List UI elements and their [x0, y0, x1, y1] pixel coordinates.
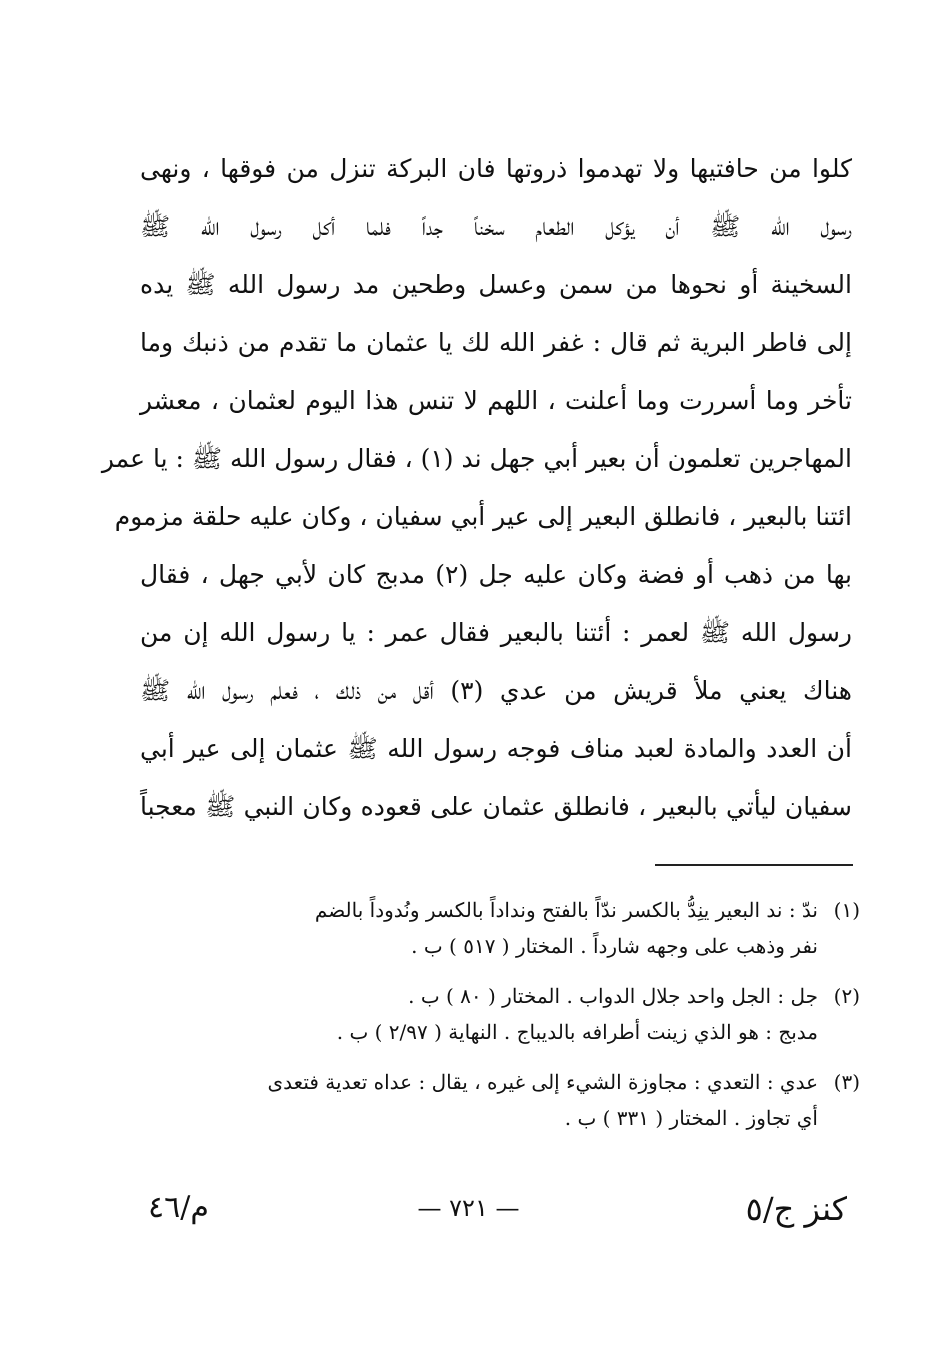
- text-line: إلى فاطر البرية ثم قال : غفر الله لك يا عثمان ما تقدم من ذنبك وما: [140, 328, 852, 357]
- main-text: [101, 140, 852, 836]
- footnote-text: ندّ : ند البعير ينِدُّ بالكسر ندّاً بالفتح ونداداً بالكسر ونُدوداً بالضم: [314, 898, 818, 922]
- footnote-text: نفر وذهب على وجهه شارداً . المختار ( ٥١٧ ) ب .: [411, 934, 818, 958]
- text-line: هناك يعني ملأ قريش من عدي (٣) أقل من ذلك ، فعلم رسول الله ﷺ: [140, 676, 852, 705]
- text-line: السخينة أو نحوها من سمن وعسل وطحين مد رسول الله ﷺ يده: [140, 270, 852, 299]
- footnote-text: مدبج : هو الذي زينت أطرافه بالديباج . النهاية ( ٢/٩٧ ) ب .: [336, 1020, 818, 1044]
- text-line: بها من ذهب أو فضة وكان عليه جل (٢) مدبج كان لأبي جهل ، فقال: [140, 560, 852, 589]
- footnote-text: عدي : التعدي : مجاوزة الشيء إلى غيره ، يقال : عداه تعدية فتعدى: [267, 1070, 818, 1094]
- text-line: كلوا من حافتيها ولا تهدموا ذروتها فان البركة تنزل من فوقها ، ونهى: [140, 154, 852, 183]
- text-line: رسول الله ﷺ أن يؤكل الطعام سخناً جداً فلما أكل رسول الله ﷺ: [140, 212, 852, 241]
- footnote-number: (١): [833, 898, 860, 922]
- signature-mark: م/٤٦: [148, 1190, 209, 1225]
- text-line: رسول الله ﷺ لعمر : أئتنا بالبعير فقال عمر : يا رسول الله إن من: [140, 618, 852, 647]
- footnote-1: [140, 892, 860, 964]
- footnote-text: جل : الجل واحد جلال الدواب . المختار ( ٨٠ ) ب .: [408, 984, 818, 1008]
- text-line: ائتنا بالبعير ، فانطلق البعير إلى عير أبي سفيان ، وكان عليه حلقة مزموم: [114, 502, 852, 531]
- footnote-2: [140, 978, 860, 1050]
- footnote-text: أي تجاوز . المختار ( ٣٣١ ) ب .: [564, 1106, 818, 1130]
- footnote-number: (٢): [833, 984, 860, 1008]
- text-line: سفيان ليأتي بالبعير ، فانطلق عثمان على قعوده وكان النبي ﷺ معجباً: [140, 792, 852, 821]
- text-line: المهاجرين تعلمون أن بعير أبي جهل ند (١) ، فقال رسول الله ﷺ : يا عمر: [101, 444, 852, 473]
- footnotes: [140, 892, 860, 1150]
- footnote-divider: [655, 864, 853, 866]
- page-number: — ٧٢١ —: [417, 1194, 520, 1222]
- footnote-3: [140, 1064, 860, 1136]
- footnote-number: (٣): [833, 1070, 860, 1094]
- text-line: تأخر وما أسررت وما أعلنت ، اللهم لا تنس هذا اليوم لعثمان ، معشر: [140, 386, 852, 415]
- page-footer: [0, 1190, 937, 1250]
- text-line: أن العدد والمادة لعبد مناف فوجه رسول الله ﷺ عثمان إلى عير أبي: [140, 734, 852, 763]
- book-volume-label: كنز ج/٥: [745, 1190, 847, 1228]
